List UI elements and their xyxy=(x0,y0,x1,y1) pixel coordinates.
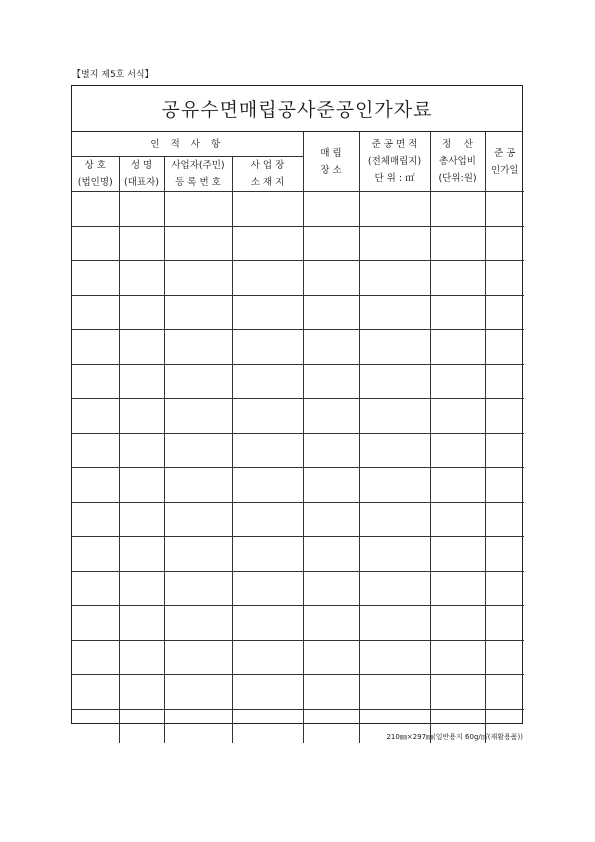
header-area xyxy=(359,132,430,192)
table-cell[interactable] xyxy=(119,226,164,261)
table-cell[interactable] xyxy=(72,226,119,261)
table-cell[interactable] xyxy=(72,192,119,227)
table-cell[interactable] xyxy=(359,261,430,296)
table-cell[interactable] xyxy=(119,709,164,743)
table-cell[interactable] xyxy=(164,502,232,537)
header-cost xyxy=(430,132,485,192)
table-cell[interactable] xyxy=(303,709,359,743)
table-cell[interactable] xyxy=(119,261,164,296)
table-row xyxy=(72,226,524,261)
table-cell[interactable] xyxy=(303,468,359,503)
table-cell[interactable] xyxy=(164,640,232,675)
header-address-line1: 사 업 장 xyxy=(250,160,285,171)
table-cell[interactable] xyxy=(164,571,232,606)
table-cell[interactable] xyxy=(485,364,524,399)
table-cell[interactable] xyxy=(164,192,232,227)
table-cell[interactable] xyxy=(303,640,359,675)
table-cell[interactable] xyxy=(303,399,359,434)
table-cell[interactable] xyxy=(232,502,303,537)
header-date-line1: 준 공 xyxy=(494,147,516,159)
table-cell[interactable] xyxy=(232,295,303,330)
table-cell[interactable] xyxy=(164,399,232,434)
header-area-line1: 준 공 면 적 xyxy=(371,139,418,150)
table-cell[interactable] xyxy=(164,261,232,296)
header-area-line3: 단 위 : ㎡ xyxy=(374,173,415,184)
table-cell[interactable] xyxy=(485,675,524,710)
table-row xyxy=(72,537,524,572)
table-row xyxy=(72,399,524,434)
table-cell[interactable] xyxy=(119,502,164,537)
table-cell[interactable] xyxy=(303,364,359,399)
table-cell[interactable] xyxy=(164,295,232,330)
table-row xyxy=(72,468,524,503)
table-cell[interactable] xyxy=(119,606,164,641)
table-cell[interactable] xyxy=(485,468,524,503)
table-cell[interactable] xyxy=(232,330,303,365)
table-cell[interactable] xyxy=(359,226,430,261)
table-cell[interactable] xyxy=(485,537,524,572)
header-address xyxy=(232,157,303,192)
data-table xyxy=(72,132,524,743)
header-cost-line2: 총사업비 xyxy=(439,156,476,167)
table-row xyxy=(72,364,524,399)
table-cell[interactable] xyxy=(359,330,430,365)
table-cell[interactable] xyxy=(430,675,485,710)
header-cost-line3: (단위:원) xyxy=(438,173,477,184)
header-regno-line2: 등 록 번 호 xyxy=(175,177,221,188)
header-name-line1: 성 명 xyxy=(130,160,153,171)
table-cell[interactable] xyxy=(232,675,303,710)
table-cell[interactable] xyxy=(430,571,485,606)
table-cell[interactable] xyxy=(119,433,164,468)
table-row xyxy=(72,261,524,296)
table-cell[interactable] xyxy=(430,261,485,296)
table-cell[interactable] xyxy=(359,433,430,468)
table-cell[interactable] xyxy=(303,606,359,641)
title-row xyxy=(72,86,522,132)
table-cell[interactable] xyxy=(485,226,524,261)
table-cell[interactable] xyxy=(72,468,119,503)
table-cell[interactable] xyxy=(164,468,232,503)
table-cell[interactable] xyxy=(164,709,232,743)
table-cell[interactable] xyxy=(359,295,430,330)
table-cell[interactable] xyxy=(119,330,164,365)
table-cell[interactable] xyxy=(359,502,430,537)
header-company-line1: 상 호 xyxy=(84,160,106,171)
table-cell[interactable] xyxy=(72,261,119,296)
table-cell[interactable] xyxy=(119,399,164,434)
table-cell[interactable] xyxy=(430,364,485,399)
header-address-line2: 소 재 지 xyxy=(250,177,285,188)
header-area-line2: (전체매립지) xyxy=(367,156,422,167)
table-cell[interactable] xyxy=(119,192,164,227)
table-row xyxy=(72,502,524,537)
table-cell[interactable] xyxy=(232,640,303,675)
table-cell[interactable] xyxy=(485,640,524,675)
table-cell[interactable] xyxy=(119,640,164,675)
table-cell[interactable] xyxy=(485,606,524,641)
table-cell[interactable] xyxy=(232,709,303,743)
table-cell[interactable] xyxy=(232,606,303,641)
table-row xyxy=(72,295,524,330)
table-cell[interactable] xyxy=(430,640,485,675)
table-cell[interactable] xyxy=(430,399,485,434)
table-cell[interactable] xyxy=(359,364,430,399)
table-cell[interactable] xyxy=(303,295,359,330)
header-regno-line1: 사업자(주민) xyxy=(171,160,225,171)
table-cell[interactable] xyxy=(72,399,119,434)
table-row xyxy=(72,606,524,641)
table-cell[interactable] xyxy=(430,502,485,537)
table-cell[interactable] xyxy=(485,502,524,537)
table-cell[interactable] xyxy=(72,502,119,537)
table-row xyxy=(72,640,524,675)
table-cell[interactable] xyxy=(232,261,303,296)
header-company-line2: (법인명) xyxy=(77,177,113,188)
table-cell[interactable] xyxy=(232,537,303,572)
header-cost-line1: 정 산 xyxy=(442,139,473,150)
table-cell[interactable] xyxy=(430,433,485,468)
table-cell[interactable] xyxy=(232,433,303,468)
table-cell[interactable] xyxy=(430,606,485,641)
table-cell[interactable] xyxy=(164,537,232,572)
table-cell[interactable] xyxy=(303,571,359,606)
table-cell[interactable] xyxy=(72,364,119,399)
paper-spec-note: 210㎜×297㎜(일반용지 60g/㎡(재활용품)) xyxy=(386,733,523,741)
table-cell[interactable] xyxy=(303,226,359,261)
header-date-line2: 인가일 xyxy=(491,164,519,176)
table-cell[interactable] xyxy=(119,571,164,606)
table-cell[interactable] xyxy=(359,192,430,227)
table-cell[interactable] xyxy=(430,330,485,365)
table-cell[interactable] xyxy=(72,537,119,572)
table-cell[interactable] xyxy=(232,226,303,261)
personal-info-group-header: 인 적 사 항 xyxy=(72,132,303,157)
table-cell[interactable] xyxy=(485,330,524,365)
header-name xyxy=(119,157,164,192)
table-cell[interactable] xyxy=(232,571,303,606)
table-cell[interactable] xyxy=(119,295,164,330)
table-cell[interactable] xyxy=(72,330,119,365)
form-number-label: 【별지 제5호 서식】 xyxy=(72,70,154,80)
table-cell[interactable] xyxy=(164,675,232,710)
header-date xyxy=(485,132,524,192)
table-cell[interactable] xyxy=(485,192,524,227)
table-cell[interactable] xyxy=(359,468,430,503)
table-cell[interactable] xyxy=(164,433,232,468)
table-cell[interactable] xyxy=(119,364,164,399)
table-cell[interactable] xyxy=(232,399,303,434)
table-cell[interactable] xyxy=(232,192,303,227)
table-cell[interactable] xyxy=(303,192,359,227)
table-cell[interactable] xyxy=(485,261,524,296)
table-cell[interactable] xyxy=(164,330,232,365)
table-cell[interactable] xyxy=(164,364,232,399)
table-cell[interactable] xyxy=(72,433,119,468)
table-cell[interactable] xyxy=(359,399,430,434)
table-cell[interactable] xyxy=(303,502,359,537)
table-cell[interactable] xyxy=(485,295,524,330)
table-cell[interactable] xyxy=(485,433,524,468)
table-cell[interactable] xyxy=(232,364,303,399)
table-cell[interactable] xyxy=(430,226,485,261)
table-cell[interactable] xyxy=(303,675,359,710)
table-cell[interactable] xyxy=(359,537,430,572)
table-cell[interactable] xyxy=(359,606,430,641)
table-cell[interactable] xyxy=(303,433,359,468)
header-site xyxy=(303,132,359,192)
table-row xyxy=(72,192,524,227)
table-cell[interactable] xyxy=(359,571,430,606)
table-cell[interactable] xyxy=(164,606,232,641)
table-cell[interactable] xyxy=(164,226,232,261)
table-cell[interactable] xyxy=(72,709,119,743)
table-cell[interactable] xyxy=(359,640,430,675)
table-cell[interactable] xyxy=(485,399,524,434)
table-cell[interactable] xyxy=(72,295,119,330)
table-cell[interactable] xyxy=(303,537,359,572)
header-regno xyxy=(164,157,232,192)
table-row xyxy=(72,433,524,468)
table-cell[interactable] xyxy=(119,675,164,710)
table-cell[interactable] xyxy=(430,295,485,330)
table-row xyxy=(72,675,524,710)
table-cell[interactable] xyxy=(119,468,164,503)
table-cell[interactable] xyxy=(72,675,119,710)
table-cell[interactable] xyxy=(119,537,164,572)
table-cell[interactable] xyxy=(72,571,119,606)
table-cell[interactable] xyxy=(72,640,119,675)
table-cell[interactable] xyxy=(303,261,359,296)
table-cell[interactable] xyxy=(430,192,485,227)
table-cell[interactable] xyxy=(485,571,524,606)
form-title: 공유수면매립공사준공인가자료 xyxy=(161,99,433,121)
header-site-line1: 매 립 xyxy=(320,147,342,159)
table-cell[interactable] xyxy=(72,606,119,641)
form-container xyxy=(71,85,523,724)
table-row xyxy=(72,571,524,606)
table-row xyxy=(72,330,524,365)
header-name-line2: (대표자) xyxy=(124,177,159,188)
table-cell[interactable] xyxy=(303,330,359,365)
table-cell[interactable] xyxy=(232,468,303,503)
table-cell[interactable] xyxy=(430,468,485,503)
header-site-line2: 장 소 xyxy=(320,164,342,176)
table-cell[interactable] xyxy=(430,537,485,572)
table-cell[interactable] xyxy=(359,675,430,710)
header-company xyxy=(72,157,119,192)
